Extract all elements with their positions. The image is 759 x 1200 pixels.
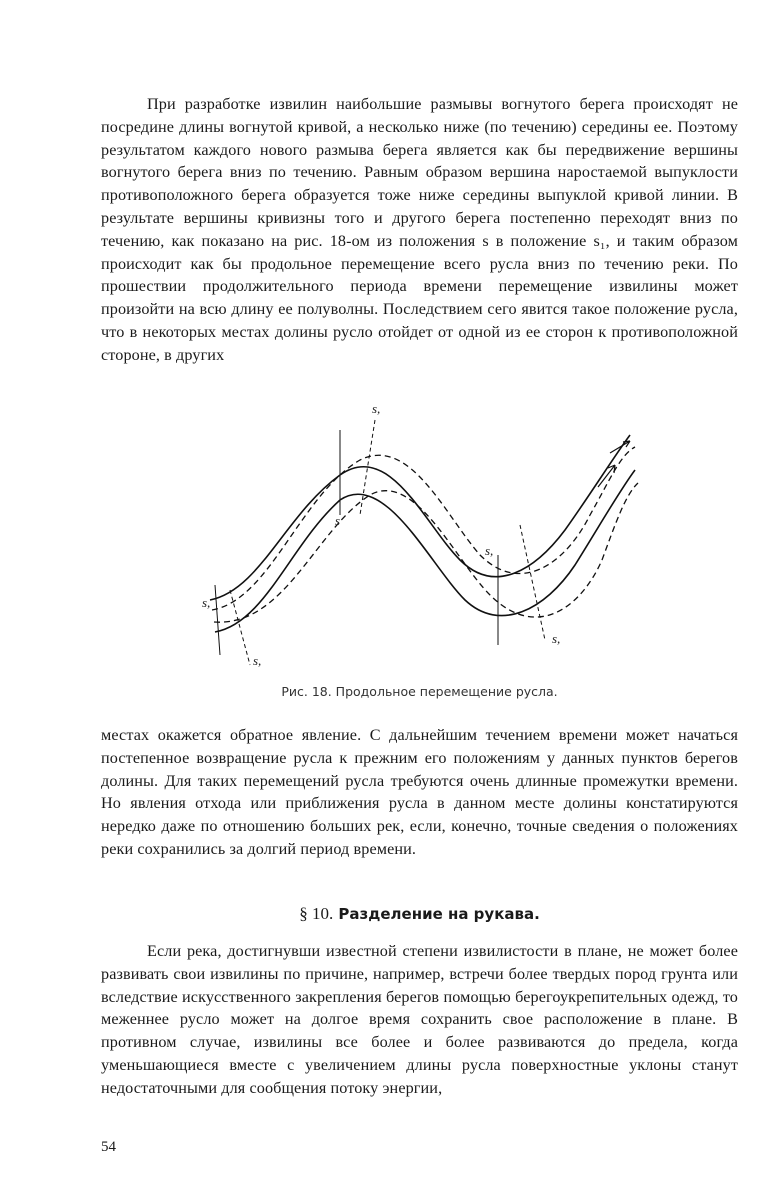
- section-line-s1-trough: [520, 525, 545, 640]
- paragraph-3-text: Если река, достигнувши известной степени извилистости в плане, не может более развивать свои извилины по причине, например, встречи более твердых пород грунта или вследствие искусственного закрепления берегов помощью берегоукрепительных одежд, то меженнее русло может на долгое время сохранить свое расположение в плане. В противном случае, извилины все более и более развиваются до предела, когда уменьшающиеся вместе с увеличением длины русла поверхностные уклоны станут недостаточными для сообщения потоку энергии,: [101, 942, 738, 1097]
- paragraph-1: [101, 93, 738, 367]
- label-s1-right: s,: [552, 631, 561, 646]
- paragraph-1-text: При разработке извилин наибольшие размывы вогнутого берега происходят не посредине длины вогнутой кривой, а несколько ниже (по течению) середины ее. Поэтому результатом каждого нового размыва берега является как бы передвижение вершины вогнутого берега вниз по течению. Равным образом вершина наростаемой выпуклости противоположного берега образуется тоже ниже середины выпуклой кривой линии. В результате вершины кривизны того и другого берега постепенно переходят вниз по течению, как показано на рис. 18-ом из положения s в положение s₁, и таким образом происходит как бы продольное перемещение всего русла вниз по течению реки. По прошествии продолжительного периода времени перемещение извилины может произойти на всю длину ее полуволны. Последствием сего явится такое положение русла, что в некоторых местах долины русло отойдет от одной из ее сторон к противоположной стороне, в других: [101, 95, 738, 364]
- section-line-s-left: [215, 585, 220, 655]
- section-heading: [101, 904, 738, 924]
- river-channel-diagram: [190, 395, 650, 680]
- solid-bank-lower: [215, 470, 635, 632]
- page-number: 54: [101, 1139, 116, 1155]
- label-s1-left-top: s,: [202, 595, 211, 610]
- flow-arrow-upper: [610, 441, 630, 453]
- label-s1-top: s,: [372, 401, 381, 416]
- section-symbol: § 10.: [299, 904, 334, 923]
- label-s1-left-bottom: s,: [253, 653, 262, 668]
- figure-caption: Рис. 18. Продольное перемещение русла.: [281, 684, 558, 699]
- label-s1-trough: s,: [485, 543, 494, 558]
- figure-18: [190, 395, 650, 680]
- paragraph-2: [101, 724, 738, 861]
- dashed-bank-upper: [212, 447, 635, 610]
- section-title: Разделение на рукава.: [338, 905, 540, 923]
- dashed-bank-lower: [214, 483, 638, 622]
- paragraph-3: [101, 940, 738, 1100]
- label-s-peak: s: [335, 513, 341, 528]
- paragraph-2-text: местах окажется обратное явление. С дальнейшим течением времени может начаться постепенное возвращение русла к прежним его положениям у данных пунктов берегов долины. Для таких перемещений русла требуются очень длинные промежутки времени. Но явления отхода или приближения русла в данном месте долины констатируются нередко даже по отношению больших рек, если, конечно, точные сведения о положениях реки сохранились за долгий период времени.: [101, 726, 738, 858]
